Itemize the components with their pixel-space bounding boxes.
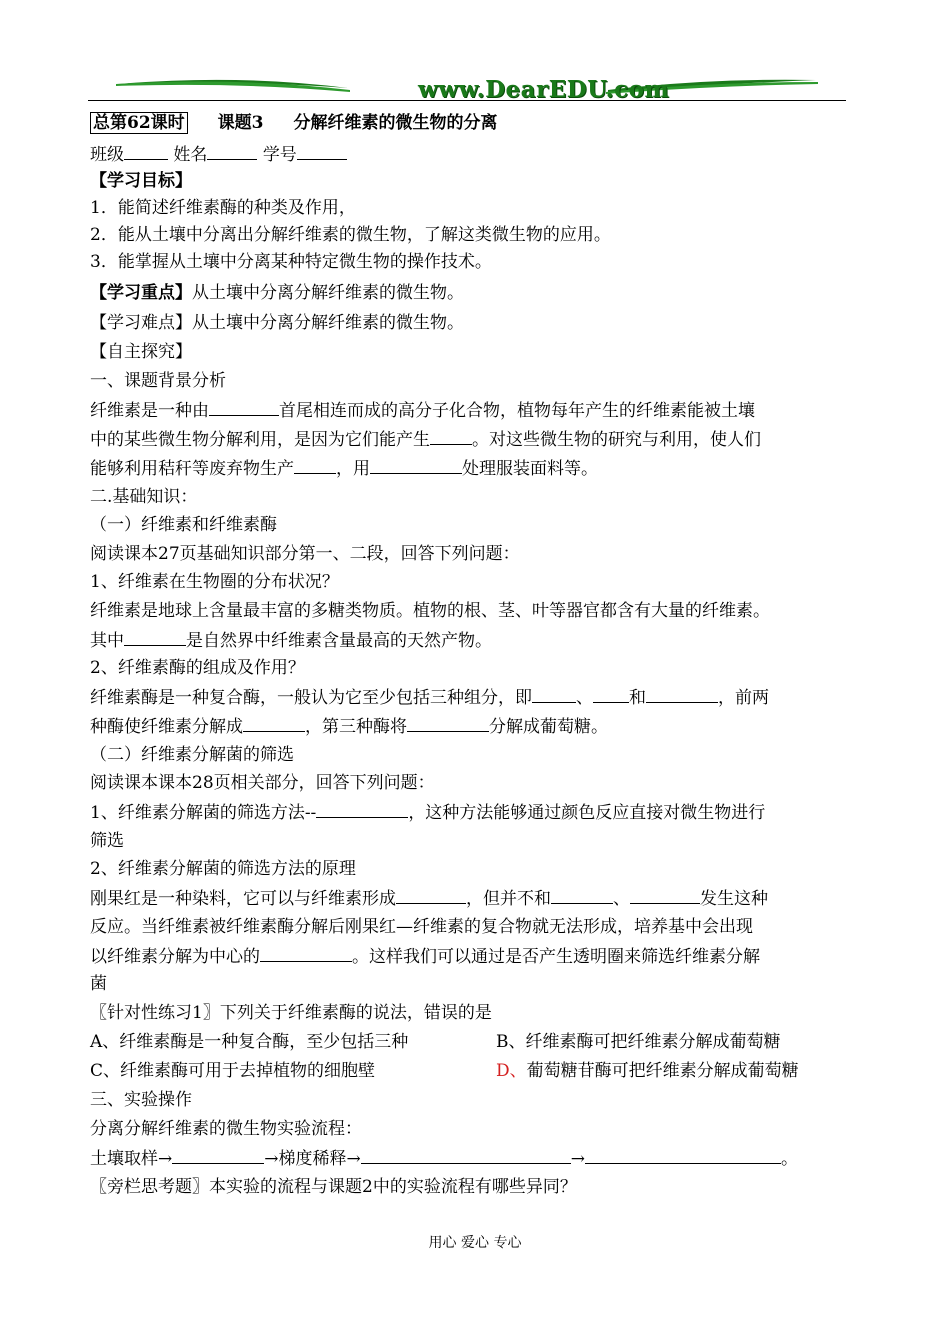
key-point-text: 从土壤中分离分解纤维素的微生物。 [192, 283, 464, 303]
section2-q3 [90, 800, 765, 825]
key-point [90, 281, 464, 305]
difficulty-label: 【学习难点】 [90, 313, 192, 333]
key-point-label-a: 【学习 [90, 283, 141, 303]
text-span: ，但并不和 [466, 889, 551, 909]
section1-para-line2 [90, 427, 761, 452]
fill-blank[interactable] [646, 685, 718, 703]
option-d[interactable] [496, 1059, 799, 1083]
header-rule [88, 100, 846, 101]
option-b[interactable]: B、纤维素酶可把纤维素分解成葡萄糖 [496, 1032, 781, 1052]
fill-blank[interactable] [630, 886, 700, 904]
text-span: 。对这些微生物的研究与利用，使人们 [472, 430, 761, 450]
name-label: 姓名 [173, 145, 208, 165]
section3-think: 〖旁栏思考题〗本实验的流程与课题2中的实验流程有哪些异同？ [90, 1177, 577, 1197]
text-span: ，这种方法能够通过颜色反应直接对微生物进行 [408, 803, 766, 823]
option-d-text: 葡萄糖苷酶可把纤维素分解成葡萄糖 [526, 1061, 799, 1081]
text-span: 、 [576, 688, 593, 708]
fill-blank[interactable] [316, 800, 408, 818]
site-logo[interactable]: www.DearEDU.com [418, 76, 670, 103]
fill-blank[interactable] [430, 427, 472, 445]
option-c[interactable]: C、纤维素酶可用于去掉植物的细胞壁 [90, 1061, 376, 1081]
fill-blank[interactable] [124, 628, 186, 646]
section2-sub1: （一）纤维素和纤维素酶 [90, 515, 277, 535]
text-span: 。 [781, 1149, 798, 1169]
fill-blank[interactable] [370, 456, 462, 474]
text-span: 首尾相连而成的高分子化合物，植物每年产生的纤维素能被土壤 [279, 401, 755, 421]
topic-title: 分解纤维素的微生物的分离 [293, 113, 498, 133]
text-span: 种酶使纤维素分解成 [90, 717, 243, 737]
difficulty [90, 311, 464, 335]
text-span: ，前两 [718, 688, 769, 708]
goals-heading: 【学习目标】 [90, 171, 192, 191]
fill-blank[interactable] [407, 714, 489, 732]
section3-heading: 三、实验操作 [90, 1090, 192, 1110]
page-footer: 用心 爱心 专心 [428, 1235, 522, 1251]
text-span: 刚果红是一种染料，它可以与纤维素形成 [90, 889, 396, 909]
topic-number: 课题3 [217, 113, 264, 133]
section2-q3-cont: 筛选 [90, 831, 124, 851]
text-span: 。这样我们可以通过是否产生透明圈来筛选纤维素分解 [352, 947, 760, 967]
fill-blank[interactable] [396, 886, 466, 904]
section1-heading: 一、课题背景分析 [90, 371, 226, 391]
explore-heading: 【自主探究】 [90, 342, 192, 362]
text-span: 以纤维素分解为中心的 [90, 947, 260, 967]
section2-a4-line1 [90, 886, 768, 911]
fill-blank[interactable] [243, 714, 305, 732]
section2-a4-line3 [90, 944, 760, 969]
number-label: 学号 [262, 145, 297, 165]
text-span: → [570, 1149, 585, 1169]
text-span: ，用 [336, 459, 370, 479]
text-span: 其中 [90, 631, 124, 651]
fill-blank[interactable] [260, 944, 352, 962]
text-span: 处理服装面料等。 [462, 459, 598, 479]
number-blank[interactable] [297, 142, 347, 160]
fill-blank[interactable] [361, 1146, 571, 1164]
class-label: 班级 [90, 145, 124, 165]
fill-blank[interactable] [209, 398, 279, 416]
goal-item-2: 2．能从土壤中分离出分解纤维素的微生物，了解这类微生物的应用。 [90, 225, 611, 245]
text-span: 1、纤维素分解菌的筛选方法-- [90, 803, 317, 823]
section2-a1-line2 [90, 628, 492, 653]
section2-read2: 阅读课本课本28页相关部分，回答下列问题： [90, 773, 435, 793]
fill-blank[interactable] [585, 1146, 781, 1164]
text-span: →梯度稀释→ [264, 1149, 361, 1169]
text-span: ，第三种酶将 [305, 717, 407, 737]
text-span: 、 [613, 889, 630, 909]
difficulty-text: 从土壤中分离分解纤维素的微生物。 [192, 313, 464, 333]
section2-a4-line4: 菌 [90, 974, 107, 994]
class-blank[interactable] [124, 142, 168, 160]
section1-para-line3 [90, 456, 598, 481]
text-span: 能够利用秸秆等废弃物生产 [90, 459, 294, 479]
text-span: 发生这种 [700, 889, 768, 909]
section2-read1: 阅读课本27页基础知识部分第一、二段，回答下列问题： [90, 544, 520, 564]
section2-q1: 1、纤维素在生物圈的分布状况？ [90, 572, 339, 592]
section1-para-line1 [90, 398, 755, 423]
option-d-letter: D、 [496, 1061, 527, 1081]
text-span: 中的某些微生物分解利用，是因为它们能产生 [90, 430, 430, 450]
goal-item-1: 1．能简述纤维素酶的种类及作用， [90, 198, 356, 218]
lesson-number: 总第62课时 [90, 112, 188, 134]
section2-q2: 2、纤维素酶的组成及作用？ [90, 658, 305, 678]
fill-blank[interactable] [532, 685, 576, 703]
key-point-label-b: 重点】 [141, 283, 192, 303]
section2-a2-line2 [90, 714, 608, 739]
section2-heading: 二.基础知识： [90, 487, 198, 507]
text-span: 和 [629, 688, 646, 708]
section2-sub2: （二）纤维素分解菌的筛选 [90, 745, 294, 765]
goal-item-3: 3．能掌握从土壤中分离某种特定微生物的操作技术。 [90, 252, 492, 272]
section2-a1-line1: 纤维素是地球上含量最丰富的多糖类物质。植物的根、茎、叶等器官都含有大量的纤维素。 [90, 601, 770, 621]
text-span: 分解成葡萄糖。 [489, 717, 608, 737]
practice-stem: 〖针对性练习1〗下列关于纤维素酶的说法，错误的是 [90, 1003, 492, 1023]
section2-q4: 2、纤维素分解菌的筛选方法的原理 [90, 859, 356, 879]
text-span: 是自然界中纤维素含量最高的天然产物。 [186, 631, 492, 651]
section3-flow-title: 分离分解纤维素的微生物实验流程： [90, 1119, 362, 1139]
fill-blank[interactable] [551, 886, 613, 904]
page-title [90, 111, 498, 135]
section2-a4-line2: 反应。当纤维素被纤维素酶分解后刚果红—纤维素的复合物就无法形成，培养基中会出现 [90, 917, 753, 937]
name-blank[interactable] [207, 142, 257, 160]
text-span: 土壤取样→ [90, 1149, 173, 1169]
fill-blank[interactable] [593, 685, 629, 703]
text-span: 纤维素是一种由 [90, 401, 209, 421]
student-info [90, 142, 347, 167]
fill-blank[interactable] [294, 456, 336, 474]
practice-row-2 [90, 1059, 850, 1083]
section2-a2-line1 [90, 685, 769, 710]
text-span: 纤维素酶是一种复合酶，一般认为它至少包括三种组分，即 [90, 688, 532, 708]
section3-flow [90, 1146, 798, 1171]
practice-row-1 [90, 1030, 850, 1054]
option-a[interactable]: A、纤维素酶是一种复合酶，至少包括三种 [90, 1032, 409, 1052]
fill-blank[interactable] [172, 1146, 264, 1164]
